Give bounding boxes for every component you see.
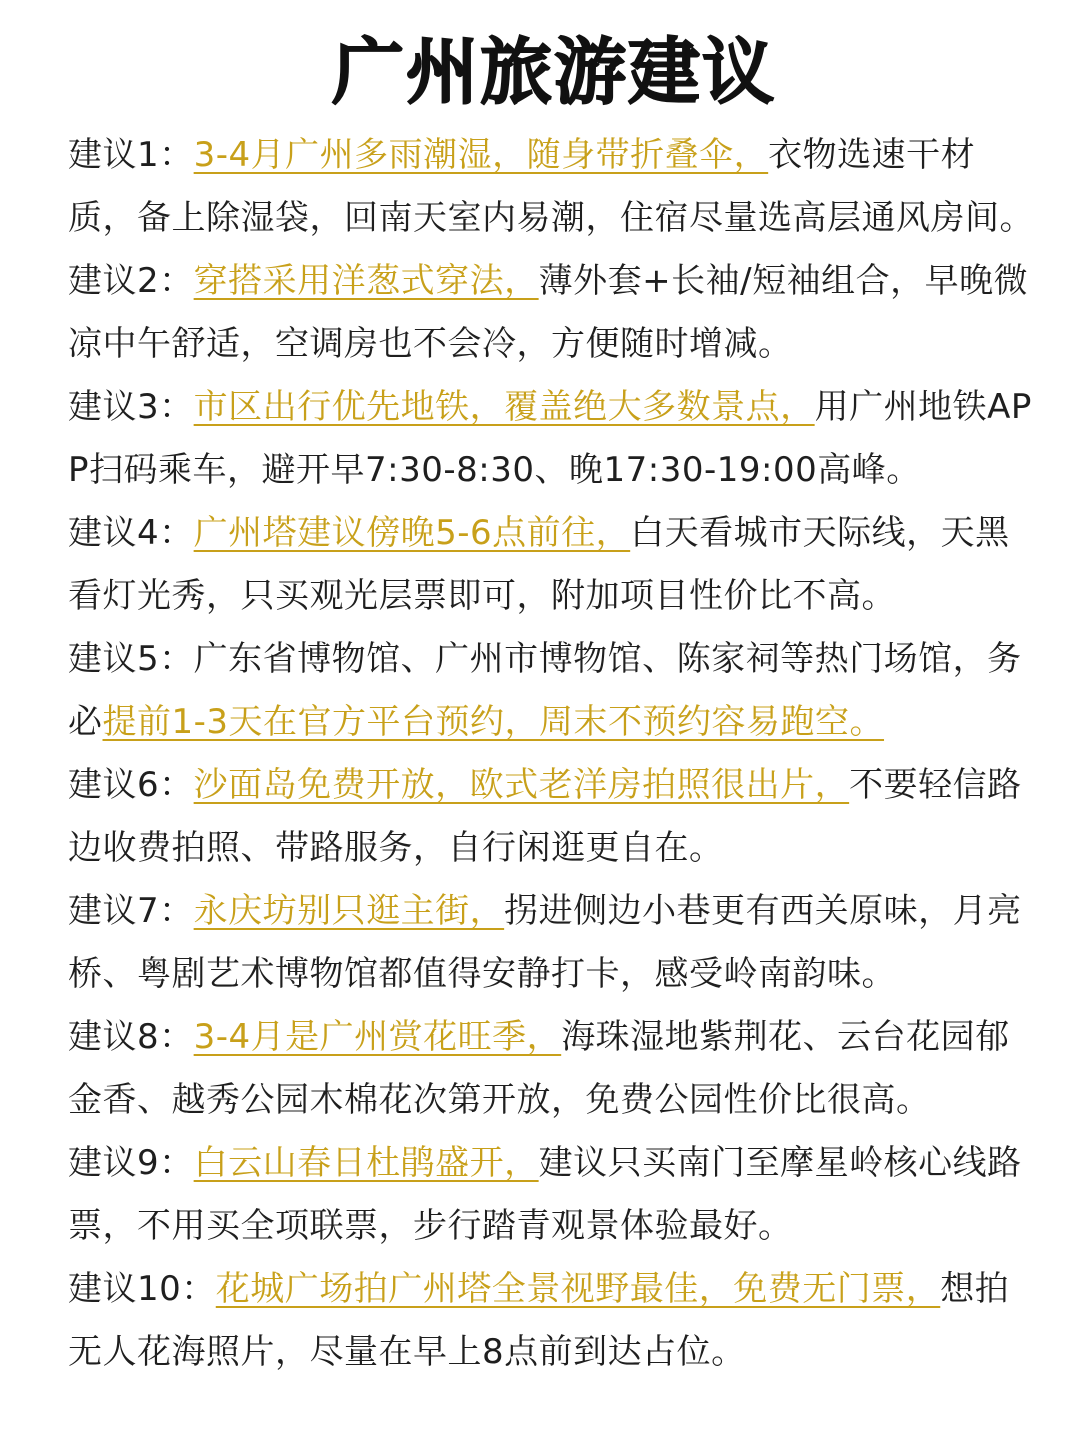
tip-item <box>68 124 1040 250</box>
tip-text-before: 广东省博物馆、广州市博物馆、陈家祠等热门场馆，务必 <box>68 639 1022 742</box>
page-title: 广州旅游建议 <box>331 30 776 114</box>
tip-label: 建议3： <box>68 387 194 427</box>
tip-highlight: 广州塔建议傍晚5-6点前往， <box>193 513 631 553</box>
tip-label: 建议5： <box>68 639 194 679</box>
tip-text-after: 想拍无人花海照片，尽量在早上8点前到达占位。 <box>68 1269 1010 1372</box>
tip-item <box>68 754 1040 880</box>
tip-highlight: 穿搭采用洋葱式穿法， <box>193 261 539 301</box>
tip-label: 建议10： <box>68 1269 216 1309</box>
tip-item <box>68 1006 1040 1132</box>
tip-label: 建议8： <box>68 1017 194 1057</box>
tip-highlight: 3-4月是广州赏花旺季， <box>193 1017 562 1057</box>
tip-text-after: 薄外套+长袖/短袖组合，早晚微凉中午舒适，空调房也不会冷，方便随时增减。 <box>68 261 1029 364</box>
tip-highlight: 市区出行优先地铁，覆盖绝大多数景点， <box>193 387 815 427</box>
tip-item <box>68 1132 1040 1258</box>
tip-text-after: 拐进侧边小巷更有西关原味，月亮桥、粤剧艺术博物馆都值得安静打卡，感受岭南韵味。 <box>68 891 1022 994</box>
tip-highlight: 沙面岛免费开放，欧式老洋房拍照很出片， <box>193 765 850 805</box>
tip-highlight: 提前1-3天在官方平台预约，周末不预约容易跑空。 <box>102 702 885 742</box>
tip-text-after: 用广州地铁APP扫码乘车，避开早7:30-8:30、晚17:30-19:00高峰。 <box>68 387 1032 490</box>
tip-highlight: 永庆坊别只逛主街， <box>193 891 505 931</box>
tip-label: 建议9： <box>68 1143 194 1183</box>
tip-label: 建议2： <box>68 261 194 301</box>
tip-item <box>68 628 1040 754</box>
tip-highlight: 3-4月广州多雨潮湿，随身带折叠伞， <box>193 135 769 175</box>
tip-item <box>68 880 1040 1006</box>
tip-text-after: 建议只买南门至摩星岭核心线路票，不用买全项联票，步行踏青观景体验最好。 <box>68 1143 1022 1246</box>
tip-highlight: 白云山春日杜鹃盛开， <box>193 1143 539 1183</box>
tip-highlight: 花城广场拍广州塔全景视野最佳，免费无门票， <box>215 1269 941 1309</box>
tip-label: 建议6： <box>68 765 194 805</box>
tip-item <box>68 250 1040 376</box>
tip-item <box>68 1258 1040 1384</box>
tip-item <box>68 502 1040 628</box>
tip-text-after: 衣物选速干材质，备上除湿袋，回南天室内易潮，住宿尽量选高层通风房间。 <box>68 135 1034 238</box>
tip-text-after: 海珠湿地紫荆花、云台花园郁金香、越秀公园木棉花次第开放，免费公园性价比很高。 <box>68 1017 1010 1120</box>
tip-label: 建议4： <box>68 513 194 553</box>
tip-item <box>68 376 1040 502</box>
tip-label: 建议1： <box>68 135 194 175</box>
tip-label: 建议7： <box>68 891 194 931</box>
tip-text-after: 不要轻信路边收费拍照、带路服务，自行闲逛更自在。 <box>68 765 1022 868</box>
tip-text-after: 白天看城市天际线，天黑看灯光秀，只买观光层票即可，附加项目性价比不高。 <box>68 513 1010 616</box>
tips-list <box>68 124 1040 1384</box>
